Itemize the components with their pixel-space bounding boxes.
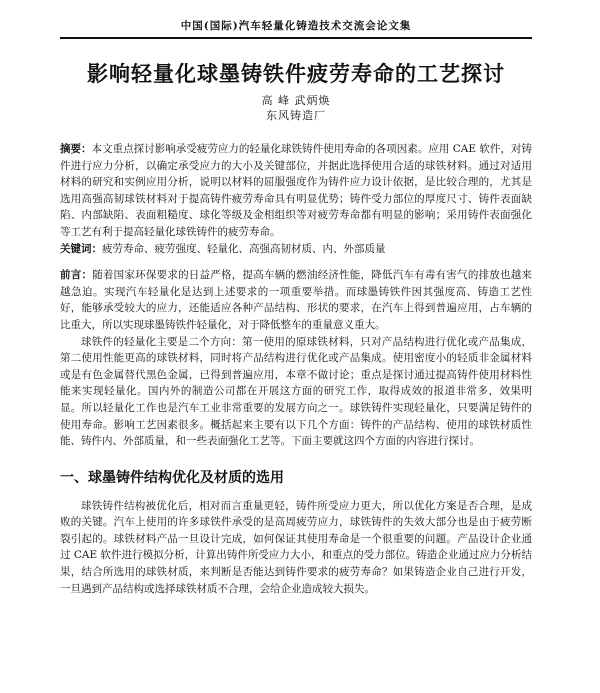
affiliation: 东风铸造厂 [266,109,326,122]
abstract [60,141,532,241]
paper-title: 影响轻量化球墨铸铁件疲劳寿命的工艺探讨 [87,62,505,86]
abstract-text: 本文重点探讨影响承受疲劳应力的轻量化球铁铸件使用寿命的各项因素。应用 CAE 软件，对铸件进行应力分析，以确定承受应力的大小及关键部位，并据此选择使用合适的球铁材料。通过对适用材料的研究和实例应用分析，说明以材料的屈服强度作为铸件应力设计依据，是比较合理的，尤其是选用高强高韧球铁材料对于提高铸件疲劳寿命具有明显优势；铸件受力部位的厚度尺寸、铸件表面缺陷、内部缺陷、表面粗糙度、球化等级及金相组织等对疲劳寿命都有明显的影响；采用铸件表面强化等工艺有利于提高轻量化球铁铸件的疲劳寿命。 [60,143,532,238]
preface-label: 前言： [60,269,93,282]
abstract-label: 摘要： [60,143,92,155]
preface-text: 随着国家环保要求的日益严格，提高车辆的燃油经济性能，降低汽车有毒有害气的排放也越来越急迫。实现汽车轻量化是达到上述要求的一项重要举措。而球墨铸铁件因其强度高、铸造工艺性好，能够承受较大的应力，还能适应各种产品结构、形状的要求，在汽车上得到普遍应用，占车辆的比重大，所以实现球墨铸铁件轻量化，对于降低整车的重量意义重大。 [60,269,533,331]
section-1-paragraph: 球铁铸件结构被优化后，相对而言重量更轻，铸件所受应力更大，所以优化方案是否合理，是成败的关键。汽车上使用的许多球铁件承受的是高周疲劳应力，球铁铸件的失效大部分也是由于疲劳断裂引起的。球铁材料产品一旦设计完成，如何保证其使用寿命是一个很重要的问题。产品设计企业通过 CAE 软件进行模拟分析，计算出铸件所受应力大小，和重点的受力部位。铸造企业通过应力分析结果，结合所选用的球铁材质，来判断是否能达到铸件要求的疲劳寿命？如果铸造企业自己进行开发，一旦遇到产品结构或选择球铁材质不合理，会给企业造成较大损失。 [60,499,532,595]
running-header: 中国(国际)汽车轻量化铸造技术交流会论文集 [180,20,412,32]
header-rule [60,37,532,39]
keywords-label: 关键词： [60,242,102,255]
preface [60,267,532,333]
authors: 高 峰 武炳焕 [261,94,331,107]
intro-paragraph: 球铁件的轻量化主要是二个方向：第一使用的原球铁材料，只对产品结构进行优化或产品集成，第二使用性能更高的球铁材料，同时将产品结构进行优化或产品集成。使用密度小的轻质非金属材料或是有色金属替代黑色金属，已得到普遍应用，本章不做讨论；重点是探讨通过提高铸件使用材料性能来实现轻量化。国内外的制造公司都在开展这方面的研究工作，取得成效的报道非常多，效果明显。所以轻量化工作也是汽车工业非常重要的发展方向之一。球铁铸件实现轻量化，只要满足铸件的使用寿命。影响工艺因素很多。概括起来主要有以下几个方面：铸件的产品结构、使用的球铁材质性能、铸件内、外部质量，和一些表面强化工艺等。下面主要就这四个方面的内容进行探讨。 [60,335,532,448]
section-1-heading: 一、球墨铸件结构优化及材质的选用 [60,469,284,486]
keywords [60,241,532,258]
keywords-text: 疲劳寿命、疲劳强度、轻量化、高强高韧材质、内、外部质量 [102,242,386,255]
